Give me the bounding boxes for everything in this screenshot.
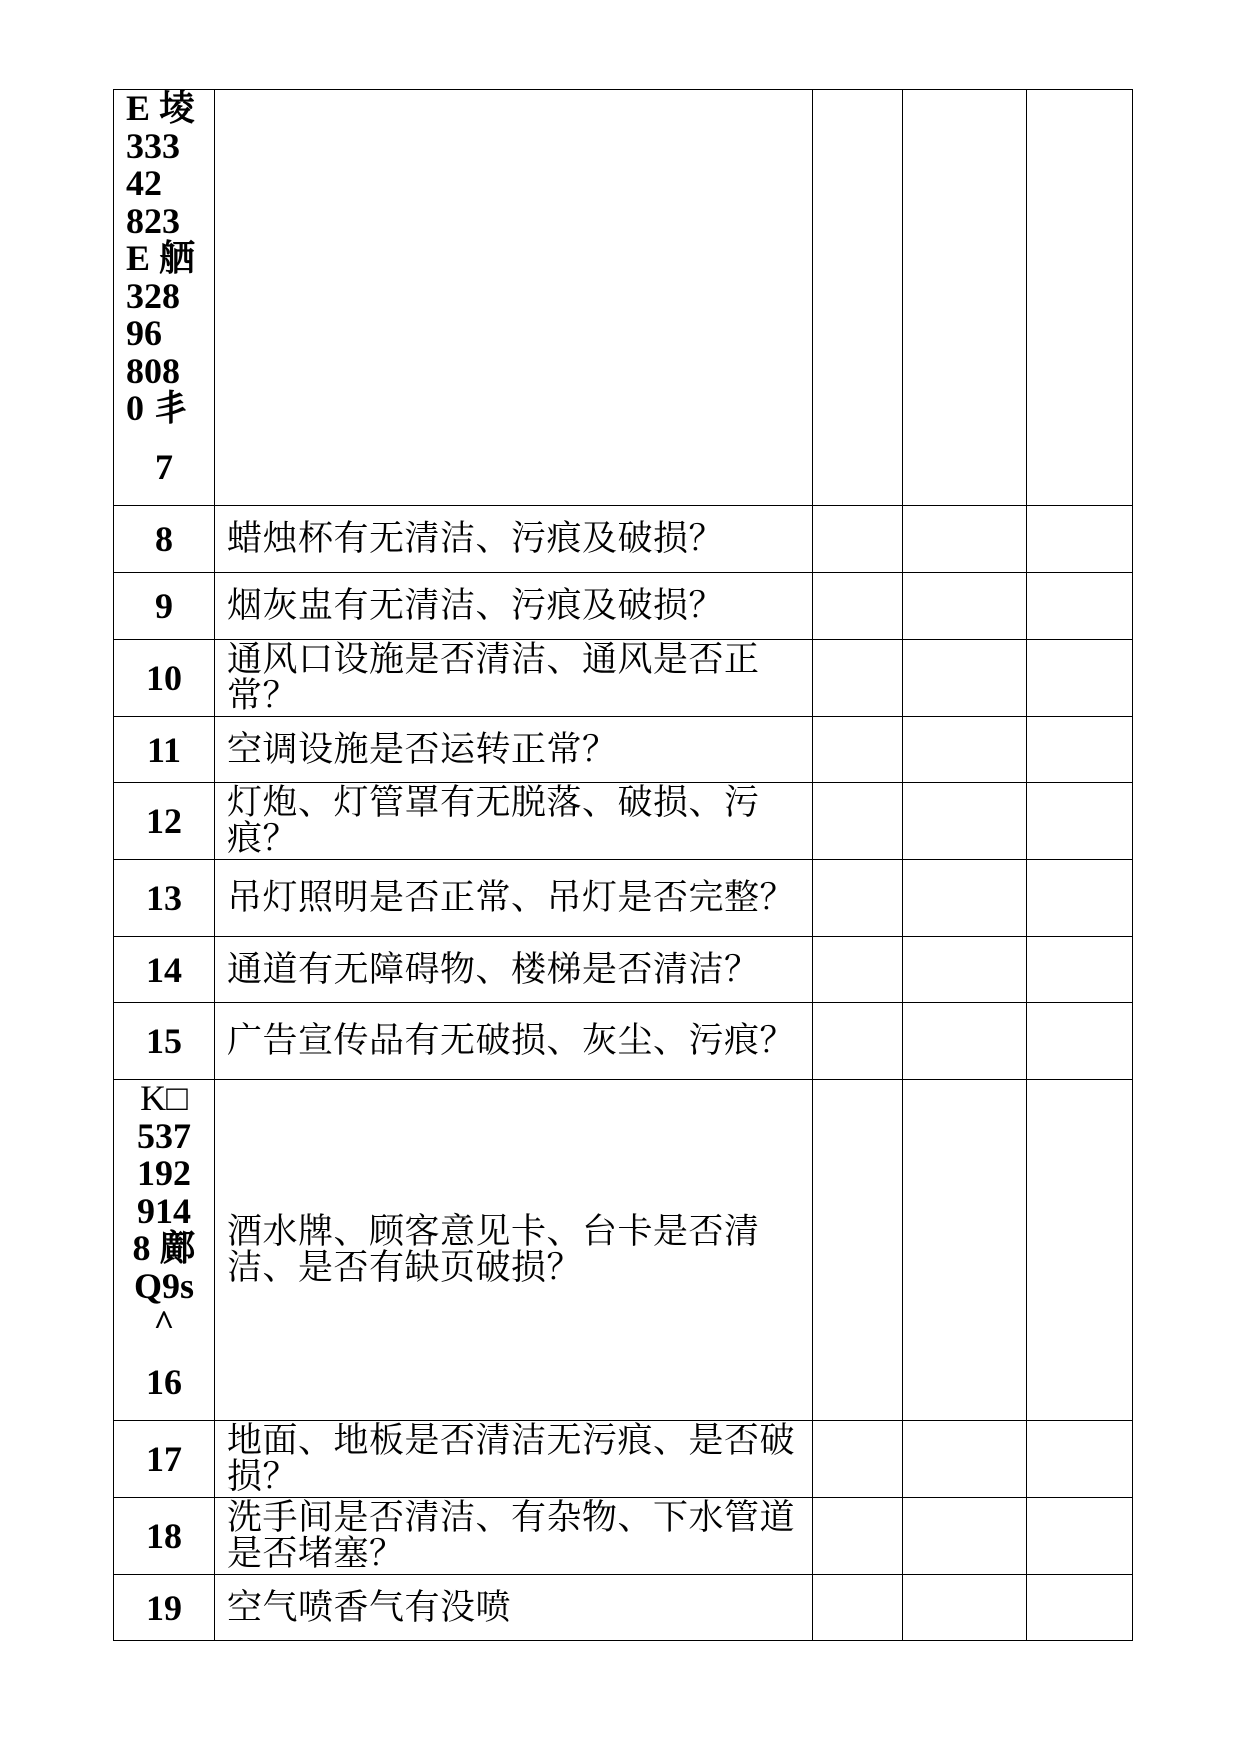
- row-number: 16: [146, 1361, 182, 1402]
- check-cell[interactable]: [903, 717, 1027, 783]
- table-row: [114, 1421, 1133, 1498]
- check-cell[interactable]: [1027, 1498, 1133, 1575]
- item-cell: 酒水牌、顾客意见卡、台卡是否清洁、是否有缺页破损？: [215, 1080, 813, 1421]
- item-cell: 通风口设施是否清洁、通风是否正常？: [215, 640, 813, 717]
- item-cell: [215, 90, 813, 506]
- check-cell[interactable]: [1027, 506, 1133, 573]
- check-cell[interactable]: [1027, 640, 1133, 717]
- check-cell[interactable]: [813, 937, 903, 1003]
- check-cell[interactable]: [813, 1575, 903, 1641]
- table-row: [114, 573, 1133, 640]
- table-row: [114, 90, 1133, 506]
- table-row: [114, 1575, 1133, 1641]
- table-row: [114, 783, 1133, 860]
- row-number: 12: [114, 783, 215, 860]
- check-cell[interactable]: [903, 1498, 1027, 1575]
- table-row: [114, 860, 1133, 937]
- row-number-cell: [114, 1080, 215, 1421]
- check-cell[interactable]: [813, 1080, 903, 1421]
- table-row: [114, 1498, 1133, 1575]
- row-number: 14: [114, 937, 215, 1003]
- row-number-cell: [114, 90, 215, 506]
- item-cell: 吊灯照明是否正常、吊灯是否完整？: [215, 860, 813, 937]
- checklist-table: [113, 89, 1133, 1641]
- row-number: 13: [114, 860, 215, 937]
- item-cell: 通道有无障碍物、楼梯是否清洁？: [215, 937, 813, 1003]
- check-cell[interactable]: [903, 573, 1027, 640]
- check-cell[interactable]: [1027, 937, 1133, 1003]
- garbled-number-text-light: K□: [140, 1078, 188, 1118]
- check-cell[interactable]: [813, 1003, 903, 1080]
- check-cell[interactable]: [813, 1421, 903, 1498]
- check-cell[interactable]: [813, 506, 903, 573]
- check-cell[interactable]: [1027, 1080, 1133, 1421]
- check-cell[interactable]: [1027, 717, 1133, 783]
- check-cell[interactable]: [903, 506, 1027, 573]
- check-cell[interactable]: [903, 1080, 1027, 1421]
- row-number: 7: [155, 446, 173, 487]
- check-cell[interactable]: [903, 860, 1027, 937]
- check-cell[interactable]: [813, 90, 903, 506]
- table-row: [114, 506, 1133, 573]
- item-cell: 灯炮、灯管罩有无脱落、破损、污痕？: [215, 783, 813, 860]
- table-row: [114, 717, 1133, 783]
- table-row: [114, 1080, 1133, 1421]
- garbled-number-text: E 堎 333 42 823 E 舾 328 96 808 0 丯: [126, 88, 196, 428]
- row-number: 19: [114, 1575, 215, 1641]
- check-cell[interactable]: [903, 1003, 1027, 1080]
- item-cell: 空调设施是否运转正常？: [215, 717, 813, 783]
- check-cell[interactable]: [1027, 90, 1133, 506]
- item-cell: 空气喷香气有没喷: [215, 1575, 813, 1641]
- item-cell: 烟灰盅有无清洁、污痕及破损？: [215, 573, 813, 640]
- check-cell[interactable]: [903, 1575, 1027, 1641]
- table-row: [114, 1003, 1133, 1080]
- check-cell[interactable]: [1027, 1003, 1133, 1080]
- check-cell[interactable]: [813, 783, 903, 860]
- check-cell[interactable]: [813, 860, 903, 937]
- check-cell[interactable]: [1027, 1421, 1133, 1498]
- check-cell[interactable]: [813, 717, 903, 783]
- check-cell[interactable]: [903, 640, 1027, 717]
- check-cell[interactable]: [1027, 573, 1133, 640]
- row-number: 15: [114, 1003, 215, 1080]
- item-cell: 地面、地板是否清洁无污痕、是否破损？: [215, 1421, 813, 1498]
- table-row: [114, 937, 1133, 1003]
- row-number: 8: [114, 506, 215, 573]
- check-cell[interactable]: [903, 937, 1027, 1003]
- check-cell[interactable]: [1027, 783, 1133, 860]
- check-cell[interactable]: [1027, 860, 1133, 937]
- item-cell: 洗手间是否清洁、有杂物、下水管道是否堵塞？: [215, 1498, 813, 1575]
- row-number: 18: [114, 1498, 215, 1575]
- row-number: 17: [114, 1421, 215, 1498]
- row-number: 9: [114, 573, 215, 640]
- check-cell[interactable]: [903, 783, 1027, 860]
- check-cell[interactable]: [813, 573, 903, 640]
- check-cell[interactable]: [813, 1498, 903, 1575]
- row-number: 10: [114, 640, 215, 717]
- row-number: 11: [114, 717, 215, 783]
- table-row: [114, 640, 1133, 717]
- garbled-number-text: 537 192 914 8 鄺 Q9s ^: [132, 1115, 196, 1343]
- check-cell[interactable]: [903, 90, 1027, 506]
- check-cell[interactable]: [903, 1421, 1027, 1498]
- check-cell[interactable]: [813, 640, 903, 717]
- check-cell[interactable]: [1027, 1575, 1133, 1641]
- item-cell: 蜡烛杯有无清洁、污痕及破损？: [215, 506, 813, 573]
- item-cell: 广告宣传品有无破损、灰尘、污痕？: [215, 1003, 813, 1080]
